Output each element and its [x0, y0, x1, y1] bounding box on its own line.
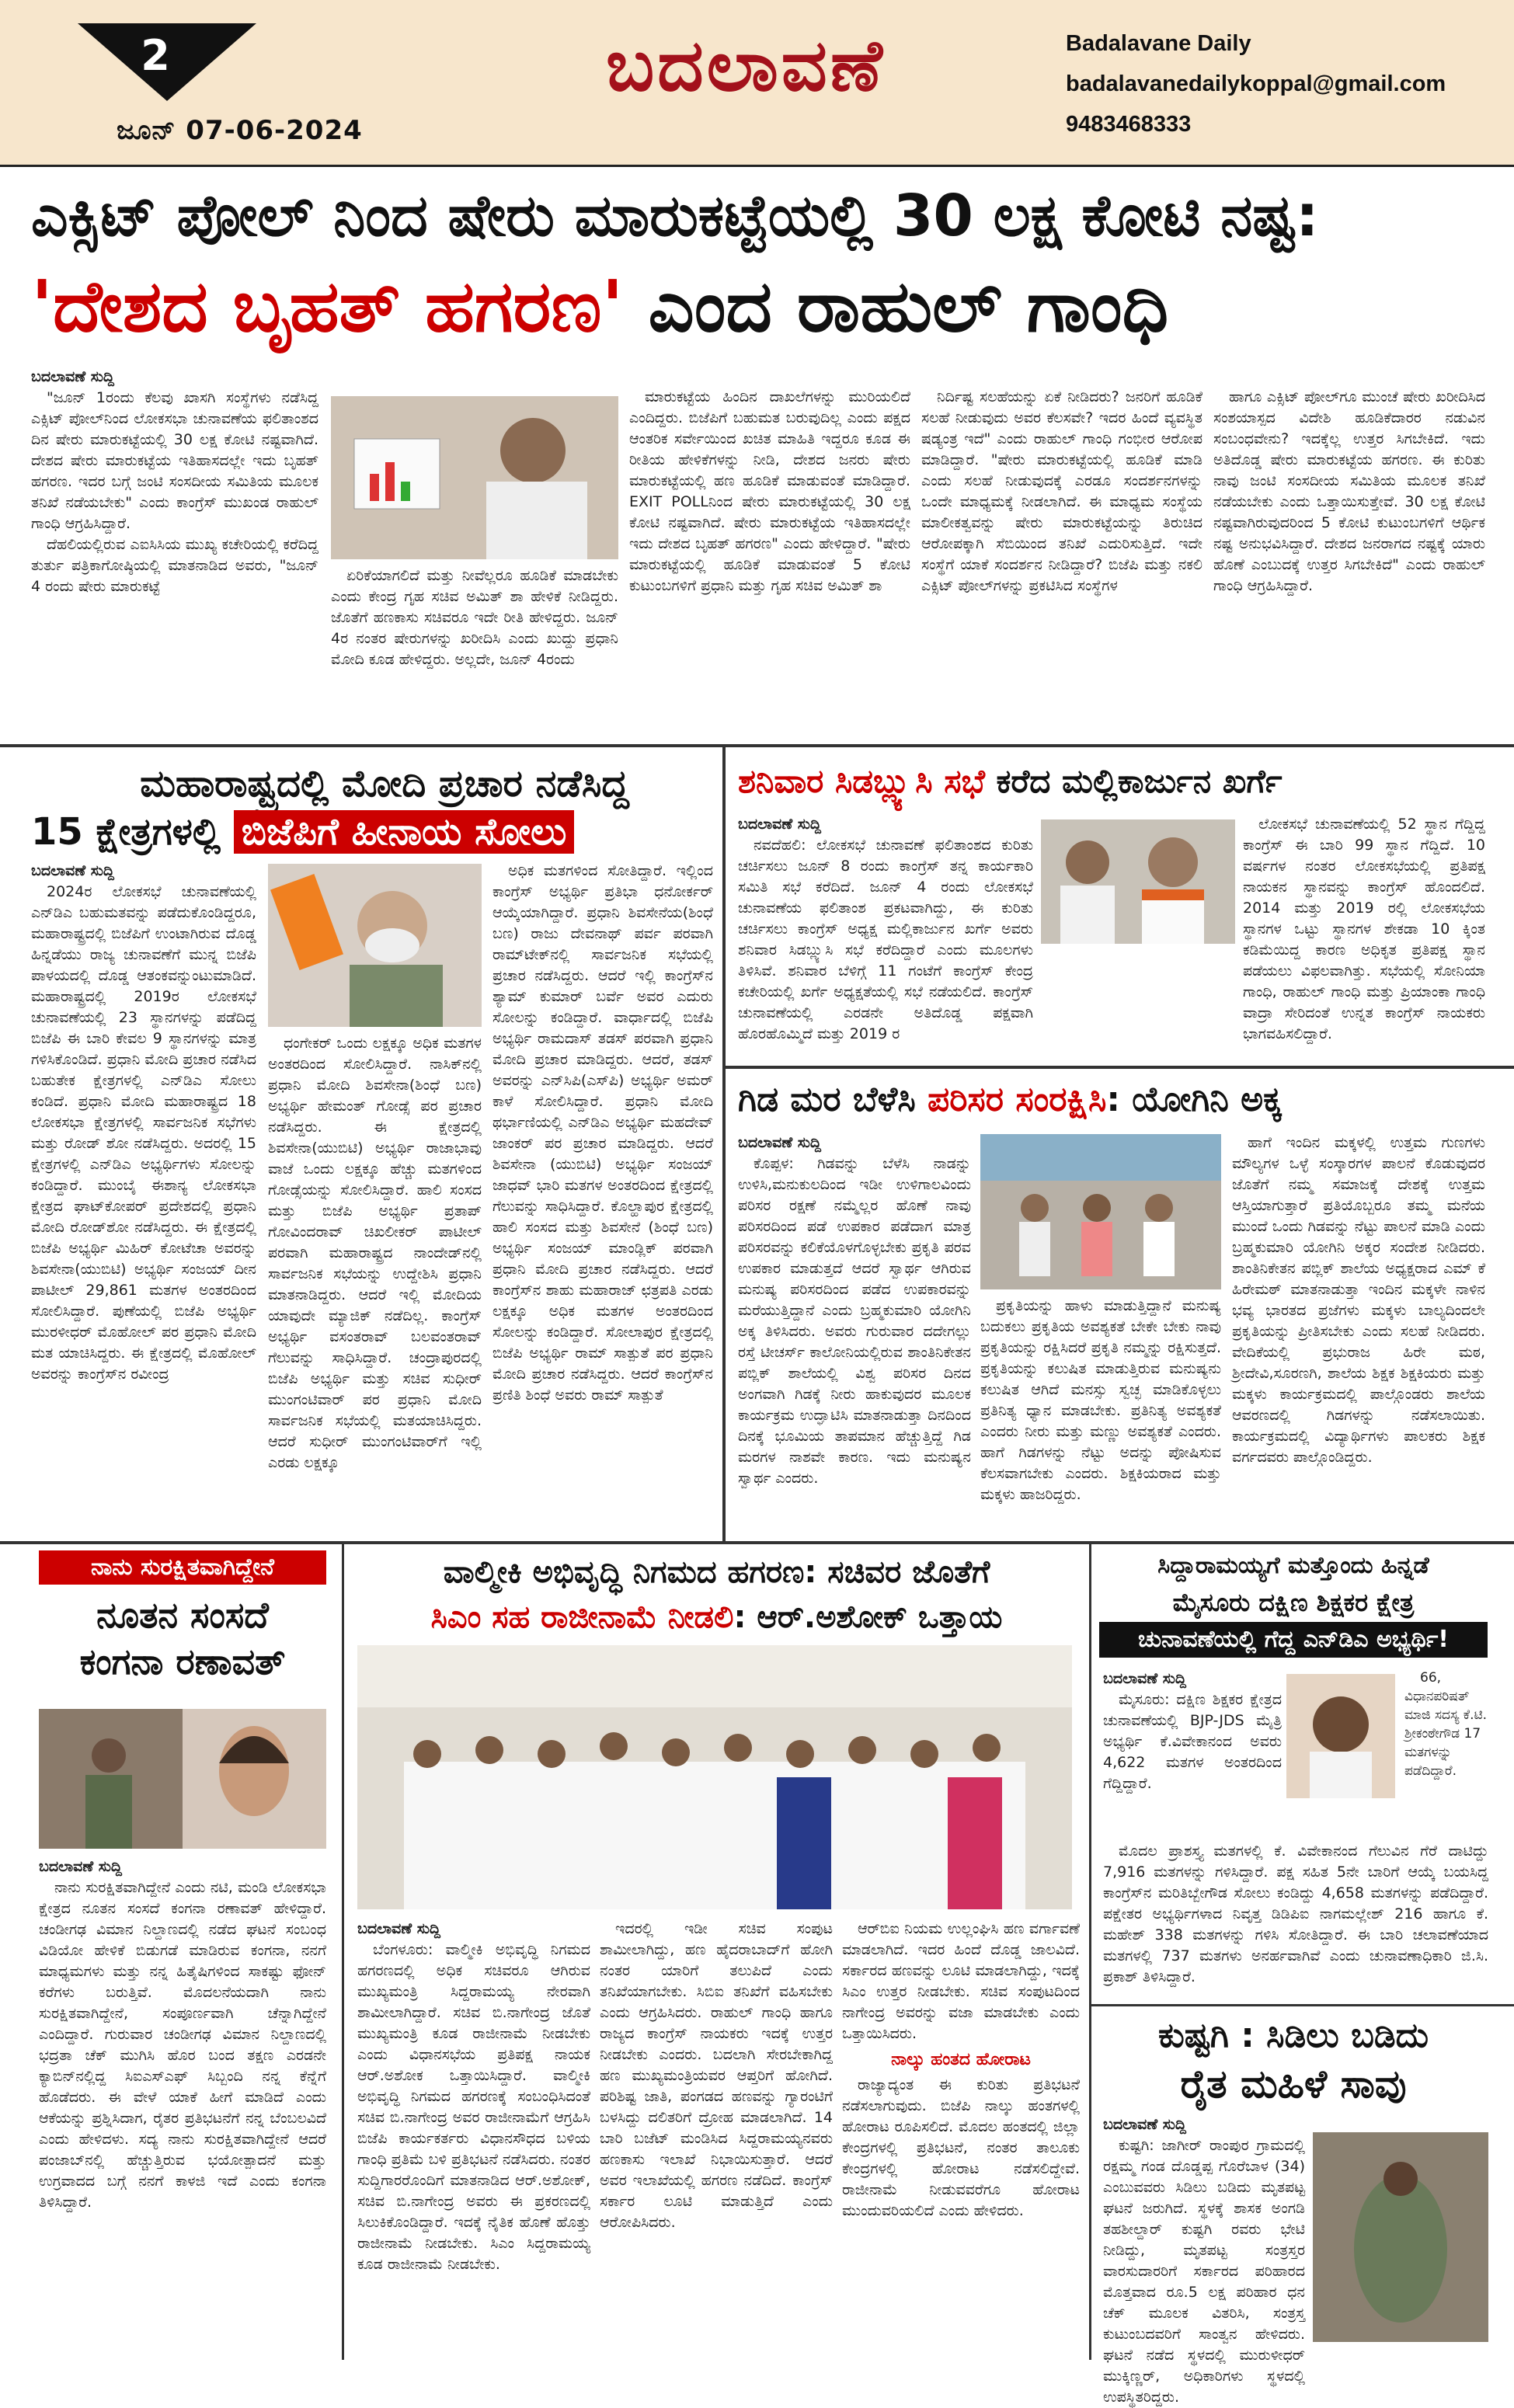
- valmiki-col-2-text: ಇದರಲ್ಲಿ ಇಡೀ ಸಚಿವ ಸಂಪುಟ ಶಾಮೀಲಾಗಿದ್ದು, ಹಣ ಹೈದರಾಬಾದ್‌ಗೆ ಹೋಗಿ ನಂತರ ಯಾರಿಗೆ ತಲುಪಿದೆ ಎಂದು ತನಿಖೆಯಾಗಬೇಕು. ಸಿಬಿಐ ತನಿಖೆಗೆ ವಹಿಸಬೇಕು ಎಂದು ಆಗ್ರಹಿಸಿದರು. ರಾಹುಲ್ ಗಾಂಧಿ ಹಾಗೂ ರಾಜ್ಯದ ಕಾಂಗ್ರೆಸ್ ನಾಯಕರು ಇದಕ್ಕೆ ಉತ್ತರ ನೀಡಬೇಕು ಎಂದರು. ಬದಲಾಗಿ ಸೇರಬೇಕಾಗಿದ್ದ ಹಣ ಮುಖ್ಯಮಂತ್ರಿಯವರ ಆಪ್ತರಿಗೆ ಹೋಗಿದೆ. ಪರಿಶಿಷ್ಟ ಜಾತಿ, ಪಂಗಡದ ಹಣವನ್ನು ಗ್ಯಾರಂಟಿಗೆ ಬಳಸಿದ್ದು ದಲಿತರಿಗೆ ದ್ರೋಹ ಮಾಡಲಾಗಿದೆ. 14 ಬಾರಿ ಬಜೆಟ್ ಮಂಡಿಸಿದ ಸಿದ್ದರಾಮಯ್ಯನವರು ಹಣಕಾಸು ಇಲಾಖೆ ನಿಭಾಯಿಸುತ್ತಾರೆ. ಆದರೆ ಅವರ ಇಲಾಖೆಯಲ್ಲಿ ಹಗರಣ ನಡೆದಿದೆ. ಕಾಂಗ್ರೆಸ್ ಸರ್ಕಾರ ಲೂಟಿ ಮಾಡುತ್ತಿದೆ ಎಂದು ಆರೋಪಿಸಿದರು.: [600, 1920, 833, 2231]
- lead-byline: ಬದಲಾವಣೆ ಸುದ್ದಿ: [31, 368, 114, 385]
- yogini-col-1-text: ಕೊಪ್ಪಳ: ಗಿಡವನ್ನು ಬೆಳೆಸಿ ನಾಡನ್ನು ಉಳಿಸಿ,ಮನುಕುಲದಿಂದ ಇಡೀ ಉಳಿಗಾಲವಿಂದು ಪರಿಸರ ರಕ್ಷಣೆ ನಮ್ಮೆಲ್ಲರ ಹೊಣೆ ನಾವು ಪರಿಸರದಿಂದ ಪಡೆ ಉಪಕಾರ ಪಡೆದಾಗ ಮಾತ್ರ ಪರಿಸರವನ್ನು ಕಲಿಕೆಯೊಳಗೊಳ್ಳಬೇಕು ಪ್ರಕೃತಿ ಪರವ ಉಪಕಾರ ಮಾಡುತ್ತದೆ ಆದರೆ ಸ್ವಾರ್ಥ ಆಗಿರುವ ಮನುಷ್ಯ ಪರಿಸರದಿಂದ ಪಡೆದ ಉಪಕಾರವನ್ನು ಮರೆಯುತ್ತಿದ್ದಾನೆ ಎಂದು ಬ್ರಹ್ಮಕುಮಾರಿ ಯೋಗಿನಿ ಅಕ್ಕ ತಿಳಿಸಿದರು. ಅವರು ಗುರುವಾರ ದದೇಗಲ್ಲು ರಸ್ತೆ ಟೀಚರ್ಸ್ ಕಾಲೋನಿಯಲ್ಲಿರುವ ಶಾಂತಿನಿಕೇತನ ಪಬ್ಲಿಕ್ ಶಾಲೆಯಲ್ಲಿ ವಿಶ್ವ ಪರಿಸರ ದಿನದ ಅಂಗವಾಗಿ ಗಿಡಕ್ಕೆ ನೀರು ಹಾಕುವುದರ ಮೂಲಕ ಕಾರ್ಯಕ್ರಮ ಉದ್ಘಾಟಿಸಿ ಮಾತನಾಡುತ್ತಾ ದಿನದಿಂದ ದಿನಕ್ಕೆ ಭೂಮಿಯ ತಾಪಮಾನ ಹೆಚ್ಚುತ್ತಿದ್ದೆ ಗಿಡ ಮರಗಳ ನಾಶವೇ ಕಾರಣ. ಇದು ಮನುಷ್ಯನ ಸ್ವಾರ್ಥ ಎಂದರು.: [738, 1155, 971, 1487]
- yogini-headline: [738, 1076, 1484, 1124]
- valmiki-col-1-text: ಬೆಂಗಳೂರು: ವಾಲ್ಮೀಕಿ ಅಭಿವೃದ್ಧಿ ನಿಗಮದ ಹಗರಣದಲ್ಲಿ ಅಧಿಕ ಸಚಿವರೂ ಆಗಿರುವ ಮುಖ್ಯಮಂತ್ರಿ ಸಿದ್ದರಾಮಯ್ಯ ನೇರವಾಗಿ ಶಾಮೀಲಾಗಿದ್ದಾರೆ. ಸಚಿವ ಬಿ.ನಾಗೇಂದ್ರ ಜೊತೆ ಮುಖ್ಯಮಂತ್ರಿ ಕೂಡ ರಾಜೀನಾಮೆ ನೀಡಬೇಕು ಎಂದು ವಿಧಾನಸಭೆಯ ಪ್ರತಿಪಕ್ಷ ನಾಯಕ ಆರ್.ಅಶೋಕ ಒತ್ತಾಯಿಸಿದ್ದಾರೆ. ವಾಲ್ಮೀಕಿ ಅಭಿವೃದ್ಧಿ ನಿಗಮದ ಹಗರಣಕ್ಕೆ ಸಂಬಂಧಿಸಿದಂತೆ ಸಚಿವ ಬಿ.ನಾಗೇಂದ್ರ ಅವರ ರಾಜೀನಾಮೆಗೆ ಆಗ್ರಹಿಸಿ ಬಿಜೆಪಿ ಕಾರ್ಯಕರ್ತರು ವಿಧಾನಸೌಧದ ಬಳಿಯ ಗಾಂಧಿ ಪ್ರತಿಮೆ ಬಳಿ ಪ್ರತಿಭಟನೆ ನಡೆಸಿದರು. ನಂತರ ಸುದ್ದಿಗಾರರೊಂದಿಗೆ ಮಾತನಾಡಿದ ಆರ್.ಅಶೋಕ್, ಸಚಿವ ಬಿ.ನಾಗೇಂದ್ರ ಅವರು ಈ ಪ್ರಕರಣದಲ್ಲಿ ಸಿಲುಕಿಕೊಂಡಿದ್ದಾರೆ. ಇದಕ್ಕೆ ನೈತಿಕ ಹೊಣೆ ಹೊತ್ತು ರಾಜೀನಾಮೆ ನೀಡಬೇಕು. ಸಿಎಂ ಸಿದ್ದರಾಮಯ್ಯ ಕೂಡ ರಾಜೀನಾಮೆ ನೀಡಬೇಕು.: [357, 1941, 590, 2273]
- kangana-body: [39, 1856, 326, 2354]
- kharge-col-2-text: ಲೋಕಸಭೆ ಚುನಾವಣೆಯಲ್ಲಿ 52 ಸ್ಥಾನ ಗೆದ್ದಿದ್ದ ಕಾಂಗ್ರೆಸ್ ಈ ಬಾರಿ 99 ಸ್ಥಾನ ಗೆದ್ದಿದೆ. 10 ವರ್ಷಗಳ ನಂತರ ಲೋಕಸಭೆಯಲ್ಲಿ ಪ್ರತಿಪಕ್ಷ ನಾಯಕನ ಸ್ಥಾನವನ್ನು ಕಾಂಗ್ರೆಸ್ ಹೊಂದಲಿದೆ. 2014 ಮತ್ತು 2019 ರಲ್ಲಿ ಲೋಕಸಭೆಯ ಸ್ಥಾನಗಳ ಒಟ್ಟು ಸ್ಥಾನಗಳ ಶೇಕಡಾ 10 ಕ್ಕಿಂತ ಕಡಿಮೆಯಿದ್ದ ಕಾರಣ ಅಧಿಕೃತ ಪ್ರತಿಪಕ್ಷ ಸ್ಥಾನ ಪಡೆಯಲು ವಿಫಲವಾಗಿತ್ತು. ಸಭೆಯಲ್ಲಿ ಸೋನಿಯಾ ಗಾಂಧಿ, ರಾಹುಲ್ ಗಾಂಧಿ ಮತ್ತು ಪ್ರಿಯಾಂಕಾ ಗಾಂಧಿ ವಾದ್ರಾ ಸೇರಿದಂತೆ ಉನ್ನತ ಕಾಂಗ್ರೆಸ್ ನಾಯಕರು ಭಾಗವಹಿಸಲಿದ್ದಾರೆ.: [1243, 816, 1485, 1042]
- valmiki-col-3-text: ಆರ್‌ಬಿಐ ನಿಯಮ ಉಲ್ಲಂಘಿಸಿ ಹಣ ವರ್ಗಾವಣೆ ಮಾಡಲಾಗಿದೆ. ಇದರ ಹಿಂದೆ ದೊಡ್ಡ ಜಾಲವಿದೆ. ಸರ್ಕಾರದ ಹಣವನ್ನು ಲೂಟಿ ಮಾಡಲಾಗಿದ್ದು, ಇದಕ್ಕೆ ಸಿಎಂ ಉತ್ತರ ನೀಡಬೇಕು. ಸಚಿವ ಸಂಪುಟದಿಂದ ನಾಗೇಂದ್ರ ಅವರನ್ನು ವಜಾ ಮಾಡಬೇಕು ಎಂದು ಒತ್ತಾಯಿಸಿದರು.: [842, 1920, 1080, 2042]
- yogini-headline-a: ಗಿಡ ಮರ ಬೆಳೆಸಿ: [738, 1080, 928, 1119]
- mysore-byline: ಬದಲಾವಣೆ ಸುದ್ದಿ: [1103, 1670, 1186, 1687]
- yogini-byline: ಬದಲಾವಣೆ ಸುದ್ದಿ: [738, 1134, 821, 1151]
- modi-headline-2: [31, 808, 715, 856]
- photo-illustration: [39, 1709, 326, 1849]
- lead-headline-rest: ಎಂದ ರಾಹುಲ್ ಗಾಂಧಿ: [623, 265, 1169, 348]
- modi-headline-2a: 15 ಕ್ಷೇತ್ರಗಳಲ್ಲಿ: [31, 810, 234, 854]
- modi-col-2: [268, 1033, 482, 1536]
- valmiki-headline-2: [353, 1595, 1080, 1639]
- kharge-byline: ಬದಲಾವಣೆ ಸುದ್ದಿ: [738, 816, 821, 833]
- yogini-headline-c: : ಯೋಗಿನಿ ಅಕ್ಕ: [1106, 1080, 1283, 1119]
- mysore-col-2-text: ಮೊದಲ ಪ್ರಾಶಸ್ತ್ಯ ಮತಗಳಲ್ಲಿ ಕೆ. ವಿವೇಕಾನಂದ ಗೆಲುವಿನ ಗೆರೆ ದಾಟಿದ್ದು 7,916 ಮತಗಳನ್ನು ಗಳಿಸಿದ್ದಾರೆ. ಪಕ್ಷ ಸಹಿತ 5ನೇ ಬಾರಿಗೆ ಆಯ್ಕೆ ಬಯಸಿದ್ದ ಕಾಂಗ್ರೆಸ್‌ನ ಮರಿತಿಬ್ಬೇಗೌಡ ಸೋಲು ಕಂಡಿದ್ದು 4,658 ಮತಗಳನ್ನು ಪಡೆದಿದ್ದಾರೆ. ಪಕ್ಷೇತರ ಅಭ್ಯರ್ಥಿಗಳಾದ ನಿವೃತ್ತ ಡಿಡಿಪಿಐ ನಾಗಮಲ್ಲೇಶ್ 216 ಹಾಗೂ ಕೆ. ಮಹೇಶ್ 338 ಮತಗಳನ್ನು ಗಳಿಸಿ ಸೋತಿದ್ದಾರೆ. ಈ ಬಾರಿ ಚಲಾವಣೆಯಾದ ಮತಗಳಲ್ಲಿ 737 ಮತಗಳು ಅನರ್ಹವಾಗಿವೆ ಎಂದು ಚುನಾವಣಾಧಿಕಾರಿ ಜಿ.ಸಿ. ಪ್ರಕಾಶ್ ತಿಳಿಸಿದ್ದಾರೆ.: [1103, 1843, 1488, 1985]
- lead-col-1-text: "ಜೂನ್ 1ರಂದು ಕೆಲವು ಖಾಸಗಿ ಸಂಸ್ಥೆಗಳು ನಡೆಸಿದ್ದ ಎಕ್ಸಿಟ್ ಪೋಲ್‌ನಿಂದ ಲೋಕಸಭಾ ಚುನಾವಣೆಯ ಫಲಿತಾಂಶದ ದಿನ ಷೇರು ಮಾರುಕಟ್ಟೆಯಲ್ಲಿ 30 ಲಕ್ಷ ಕೋಟಿ ನಷ್ಟವಾಗಿದೆ. ದೇಶದ ಷೇರು ಮಾರುಕಟ್ಟೆಯ ಇತಿಹಾಸದಲ್ಲೇ ಇದು ಬೃಹತ್ ಹಗರಣ. ಇದರ ಬಗ್ಗೆ ಜಂಟಿ ಸಂಸದೀಯ ಸಮಿತಿಯ ಮೂಲಕ ತನಿಖೆ ನಡೆಯಬೇಕು" ಎಂದು ಕಾಂಗ್ರೆಸ್ ಮುಖಂಡ ರಾಹುಲ್ ಗಾಂಧಿ ಆಗ್ರಹಿಸಿದ್ದಾರೆ.: [31, 389, 318, 532]
- kushtagi-photo: [1313, 2132, 1488, 2342]
- page-number: 2: [141, 31, 170, 80]
- mysore-col-1: [1103, 1669, 1282, 1839]
- modi-byline: ಬದಲಾವಣೆ ಸುದ್ದಿ: [31, 862, 114, 879]
- modi-col-1-text: 2024ರ ಲೋಕಸಭೆ ಚುನಾವಣೆಯಲ್ಲಿ ಎನ್‌ಡಿಎ ಬಹುಮತವನ್ನು ಪಡೆದುಕೊಂಡಿದ್ದರೂ, ಮಹಾರಾಷ್ಟ್ರದಲ್ಲಿ ಬಿಜೆಪಿಗೆ ಉಂಟಾಗಿರುವ ದೊಡ್ಡ ಹಿನ್ನಡೆಯು ರಾಜ್ಯ ಚುನಾವಣೆಗೆ ಮುನ್ನ ಬಿಜೆಪಿ ಪಾಳಯದಲ್ಲಿ ದೊಡ್ಡ ಆತಂಕವನ್ನುಂಟುಮಾಡಿದೆ. ಮಹಾರಾಷ್ಟ್ರದಲ್ಲಿ 2019ರ ಲೋಕಸಭೆ ಚುನಾವಣೆಯಲ್ಲಿ 23 ಸ್ಥಾನಗಳನ್ನು ಪಡೆದಿದ್ದ ಬಿಜೆಪಿ ಈ ಬಾರಿ ಕೇವಲ 9 ಸ್ಥಾನಗಳನ್ನು ಮಾತ್ರ ಗಳಿಸಿಕೊಂಡಿದೆ. ಪ್ರಧಾನಿ ಮೋದಿ ಪ್ರಚಾರ ನಡೆಸಿದ ಬಹುತೇಕ ಕ್ಷೇತ್ರಗಳಲ್ಲಿ ಎನ್‌ಡಿಎ ಸೋಲು ಕಂಡಿದೆ. ಪ್ರಧಾನಿ ಮೋದಿ ಮಹಾರಾಷ್ಟ್ರದ 18 ಲೋಕಸಭಾ ಕ್ಷೇತ್ರಗಳಲ್ಲಿ ಸಾರ್ವಜನಿಕ ಸಭೆಗಳು ಮತ್ತು ರೋಡ್ ಶೋ ನಡೆಸಿದ್ದರು. ಅದರಲ್ಲಿ 15 ಕ್ಷೇತ್ರಗಳಲ್ಲಿ ಎನ್‌ಡಿಎ ಅಭ್ಯರ್ಥಿಗಳು ಸೋಲನ್ನು ಕಂಡಿದ್ದಾರೆ. ಮುಂಬೈ ಈಶಾನ್ಯ ಲೋಕಸಭಾ ಕ್ಷೇತ್ರದ ಘಾಟ್‌ಕೋಪರ್ ಪ್ರದೇಶದಲ್ಲಿ ಪ್ರಧಾನಿ ಮೋದಿ ರೋಡ್‌ಶೋ ನಡೆಸಿದ್ದರು. ಈ ಕ್ಷೇತ್ರದಲ್ಲಿ ಬಿಜೆಪಿ ಅಭ್ಯರ್ಥಿ ಮಿಹಿರ್ ಕೋಟೆಚಾ ಅವರನ್ನು ಶಿವಸೇನಾ(ಯುಬಿಟಿ) ಅಭ್ಯರ್ಥಿ ಸಂಜಯ್ ದೀನ ಪಾಟೀಲ್ 29,861 ಮತಗಳ ಅಂತರದಿಂದ ಸೋಲಿಸಿದ್ದಾರೆ. ಪುಣೆಯಲ್ಲಿ ಬಿಜೆಪಿ ಅಭ್ಯರ್ಥಿ ಮುರಳೀಧರ್ ಮೊಹೋಲ್ ಪರ ಪ್ರಧಾನಿ ಮೋದಿ ಮತ ಯಾಚಿಸಿದ್ದರು. ಈ ಕ್ಷೇತ್ರದಲ್ಲಿ ಮೊಹೋಲ್ ಅವರನ್ನು ಕಾಂಗ್ರೆಸ್‌ನ ರವೀಂದ್ರ: [31, 883, 256, 1383]
- valmiki-photo: [357, 1645, 1072, 1909]
- valmiki-col-3: [842, 1919, 1080, 2354]
- email: badalavanedailykoppal@gmail.com: [1066, 71, 1446, 96]
- lead-headline-quote: 'ದೇಶದ ಬೃಹತ್ ಹಗರಣ': [31, 265, 624, 348]
- kharge-headline-b: ಕರೆದ ಮಲ್ಲಿಕಾರ್ಜುನ ಖರ್ಗೆ: [984, 762, 1283, 800]
- kharge-photo: [1041, 819, 1235, 944]
- valmiki-col-2: [600, 1919, 833, 2354]
- kushtagi-headline-1: ಕುಷ್ಟಗಿ : ಸಿಡಿಲು ಬಡಿದು: [1157, 2016, 1429, 2055]
- kushtagi-col-1-text: ಕುಷ್ಟಗಿ: ಜಾಗೀರ್ ರಾಂಪುರ ಗ್ರಾಮದಲ್ಲಿ ರಕ್ಷಮ್ಮ ಗಂಡ ದೊಡ್ಡಪ್ಪ ಗೊರೆಬಾಳ (34) ಎಂಬುವವರು ಸಿಡಿಲು ಬಡಿದು ಮೃತಪಟ್ಟ ಘಟನೆ ಜರುಗಿದೆ. ಸ್ಥಳಕ್ಕೆ ಶಾಸಕ ಅಂಗಡಿ ತಹಶೀಲ್ದಾರ್ ಕುಷ್ಟಗಿ ರವರು ಭೇಟಿ ನೀಡಿದ್ದು, ಮೃತಪಟ್ಟ ಸಂತ್ರಸ್ತರ ವಾರಸುದಾರರಿಗೆ ಸರ್ಕಾರದ ಪರಿಹಾರದ ಮೊತ್ತವಾದ ರೂ.5 ಲಕ್ಷ ಪರಿಹಾರ ಧನ ಚೆಕ್ ಮೂಲಕ ವಿತರಿಸಿ, ಸಂತ್ರಸ್ತ ಕುಟುಂಬದವರಿಗೆ ಸಾಂತ್ವನ ಹೇಳಿದರು. ಘಟನೆ ನಡೆದ ಸ್ಥಳದಲ್ಲಿ ಮುರುಳೀಧರ್ ಮುಕ್ಕಿಣ್ಣರ್, ಅಧಿಕಾರಿಗಳು ಸ್ಥಳದಲ್ಲಿ ಉಪಸ್ಥಿತರಿದ್ದರು.: [1103, 2137, 1305, 2406]
- yogini-headline-b: ಪರಿಸರ ಸಂರಕ್ಷಿಸಿ: [928, 1080, 1107, 1119]
- modi-headline-2b: ಬಿಜೆಪಿಗೆ ಹೀನಾಯ ಸೋಲು: [234, 810, 575, 854]
- yogini-photo: [980, 1134, 1221, 1289]
- lead-col-1b-text: ದೆಹಲಿಯಲ್ಲಿರುವ ಎಐಸಿಸಿಯ ಮುಖ್ಯ ಕಚೇರಿಯಲ್ಲಿ ಕರೆದಿದ್ದ ತುರ್ತು ಪತ್ರಿಕಾಗೋಷ್ಠಿಯಲ್ಲಿ ಮಾತನಾಡಿದ ಅವರು, "ಜೂನ್ 4 ರಂದು ಷೇರು ಮಾರುಕಟ್ಟೆ: [31, 536, 318, 595]
- kangana-photo: [39, 1709, 326, 1849]
- kharge-headline-a: ಶನಿವಾರ ಸಿಡಬ್ಲ್ಯುಸಿ ಸಭೆ: [738, 762, 985, 800]
- valmiki-headline-2a: ಸಿಎಂ ಸಹ ರಾಜೀನಾಮೆ ನೀಡಲಿ: [430, 1599, 734, 1635]
- masthead-title: ಬದಲಾವಣೆ: [606, 23, 886, 107]
- photo-illustration: [1041, 819, 1235, 944]
- lead-col-4: [921, 387, 1202, 725]
- modi-photo: [268, 864, 482, 1027]
- lead-col-5-text: ಹಾಗೂ ಎಕ್ಸಿಟ್ ಪೋಲ್‌ಗೂ ಮುಂಚೆ ಷೇರು ಖರೀದಿಸಿದ ಸಂಶಯಾಸ್ಪದ ವಿದೇಶಿ ಹೂಡಿಕೆದಾರರ ನಡುವಿನ ಸಂಬಂಧವೇನು? ಇದಕ್ಕೆಲ್ಲ ಉತ್ತರ ಸಿಗಬೇಕಿದೆ. ಇದು ಅತಿದೊಡ್ಡ ಷೇರು ಮಾರುಕಟ್ಟೆಯ ಹಗರಣ. ಈ ಕುರಿತು ನಾವು ಜಂಟಿ ಸಂಸದೀಯ ಸಮಿತಿಯ ಮೂಲಕ ತನಿಖೆ ನಡೆಯಬೇಕು ಎಂದು ಒತ್ತಾಯಿಸುತ್ತೇವೆ. 30 ಲಕ್ಷ ಕೋಟಿ ನಷ್ಟವಾಗಿರುವುದರಿಂದ 5 ಕೋಟಿ ಕುಟುಂಬಗಳಿಗೆ ಆರ್ಥಿಕ ನಷ್ಟ ಅನುಭವಿಸಿದ್ದಾರೆ. ದೇಶದ ಜನರಾಗದ ನಷ್ಟಕ್ಕೆ ಯಾರು ಹೊಣೆ ಎಂಬುದಕ್ಕೆ ಉತ್ತರ ಸಿಗಬೇಕಿದೆ" ಎಂದು ರಾಹುಲ್ ಗಾಂಧಿ ಆಗ್ರಹಿಸಿದ್ದಾರೆ.: [1213, 388, 1485, 594]
- lead-headline-2: [31, 264, 1484, 350]
- lead-headline-1: ಎಕ್ಸಿಟ್ ಪೋಲ್ ನಿಂದ ಷೇರು ಮಾರುಕಟ್ಟೆಯಲ್ಲಿ 30 ಲಕ್ಷ ಕೋಟಿ ನಷ್ಟ:: [31, 183, 1319, 249]
- kharge-headline: [738, 757, 1484, 806]
- yogini-col-2-text: ಪ್ರಕೃತಿಯನ್ನು ಹಾಳು ಮಾಡುತ್ತಿದ್ದಾನೆ ಮನುಷ್ಯ ಬದುಕಲು ಪ್ರಕೃತಿಯ ಅವಶ್ಯಕತೆ ಬೇಕೇ ಬೇಕು ನಾವು ಪ್ರಕೃತಿಯನ್ನು ರಕ್ಷಿಸಿದರೆ ಪ್ರಕೃತಿ ನಮ್ಮನ್ನು ರಕ್ಷಿಸುತ್ತದೆ. ಪ್ರಕೃತಿಯನ್ನು ಕಲುಷಿತ ಮಾಡುತ್ತಿರುವ ಮನುಷ್ಯನು ಕಲುಷಿತ ಆಗಿದೆ ಮನಸ್ಸು ಸ್ವಚ್ಛ ಮಾಡಿಕೊಳ್ಳಲು ಪ್ರತಿನಿತ್ಯ ಧ್ಯಾನ ಮಾಡಬೇಕು. ಪ್ರತಿನಿತ್ಯ ಅವಶ್ಯಕತೆ ಎಂದರು ನೀರು ಮತ್ತು ಮಣ್ಣು ಅವಶ್ಯಕತೆ ಎಂದರು. ಹಾಗೆ ಗಿಡಗಳನ್ನು ನೆಟ್ಟು ಅದನ್ನು ಪೋಷಿಸುವ ಕೆಲಸವಾಗಬೇಕು ಎಂದರು. ಶಿಕ್ಷಕಿಯರಾದ ಮತ್ತು ಮಕ್ಕಳು ಹಾಜರಿದ್ದರು.: [980, 1297, 1221, 1503]
- lead-col-3: [629, 387, 910, 725]
- rahul-gandhi-photo: [331, 396, 618, 559]
- lead-col-4-text: ನಿರ್ದಿಷ್ಟ ಸಲಹೆಯನ್ನು ಏಕೆ ನೀಡಿದರು? ಜನರಿಗೆ ಹೂಡಿಕೆ ಸಲಹೆ ನೀಡುವುದು ಅವರ ಕೆಲಸವೇ? ಇದರ ಹಿಂದೆ ವ್ಯವಸ್ಥಿತ ಷಡ್ಯಂತ್ರ ಇದೆ" ಎಂದು ರಾಹುಲ್ ಗಾಂಧಿ ಗಂಭೀರ ಆರೋಪ ಮಾಡಿದ್ದಾರೆ. "ಷೇರು ಮಾರುಕಟ್ಟೆಯಲ್ಲಿ ಹೂಡಿಕೆ ಮಾಡಿ ಎಂದು ಸಲಹೆ ನೀಡುವುದಕ್ಕೆ ಎರಡೂ ಸಂದರ್ಶನಗಳನ್ನು ಒಂದೇ ಮಾಧ್ಯಮಕ್ಕೆ ನೀಡಲಾಗಿದೆ. ಈ ಮಾಧ್ಯಮ ಸಂಸ್ಥೆಯ ಮಾಲೀಕತ್ವವನ್ನು ಷೇರು ಮಾರುಕಟ್ಟೆಯನ್ನು ತಿರುಚಿದ ಆರೋಪಕ್ಕಾಗಿ ಸೆಬಿಯಿಂದ ತನಿಖೆ ಎದುರಿಸುತ್ತಿದೆ. ಇದೇ ಸಂಸ್ಥೆಗೆ ಯಾಕೆ ಸಂದರ್ಶನ ನೀಡಿದ್ದಾರೆ? ಬಿಜೆಪಿ ಮತ್ತು ನಕಲಿ ಎಕ್ಸಿಟ್ ಪೋಲ್‌ಗಳನ್ನು ಪ್ರಕಟಿಸಿದ ಸಂಸ್ಥೆಗಳ: [921, 388, 1202, 594]
- kushtagi-col-1: [1103, 2114, 1305, 2406]
- valmiki-headline-1: ವಾಲ್ಮೀಕಿ ಅಭಿವೃದ್ಧಿ ನಿಗಮದ ಹಗರಣ: ಸಚಿವರ ಜೊತೆಗೆ: [443, 1554, 990, 1590]
- section-divider-2: [726, 1066, 1514, 1069]
- photo-illustration: [268, 864, 482, 1027]
- modi-headline-1: ಮಹಾರಾಷ್ಟ್ರದಲ್ಲಿ ಮೋದಿ ಪ್ರಚಾರ ನಡೆಸಿದ್ದ: [140, 762, 629, 806]
- yogini-col-3: [1232, 1133, 1485, 1536]
- section-divider: [0, 744, 1514, 747]
- page-number-badge: [78, 23, 256, 101]
- valmiki-byline: ಬದಲಾವಣೆ ಸುದ್ದಿ: [357, 1920, 440, 1937]
- mysore-headline-3: ಚುನಾವಣೆಯಲ್ಲಿ ಗೆದ್ದ ಎನ್‌ಡಿಎ ಅಭ್ಯರ್ಥಿ!: [1099, 1622, 1488, 1658]
- lead-col-2-text: ಏರಿಕೆಯಾಗಲಿದೆ ಮತ್ತು ನೀವೆಲ್ಲರೂ ಹೂಡಿಕೆ ಮಾಡಬೇಕು ಎಂದು ಕೇಂದ್ರ ಗೃಹ ಸಚಿವ ಅಮಿತ್ ಶಾ ಹೇಳಿಕೆ ನೀಡಿದ್ದರು. ಜೊತೆಗೆ ಹಣಕಾಸು ಸಚಿವರೂ ಇದೇ ರೀತಿ ಹೇಳಿದ್ದರು. ಜೂನ್ 4ರ ನಂತರ ಷೇರುಗಳನ್ನು ಖರೀದಿಸಿ ಎಂದು ಖುದ್ದು ಪ್ರಧಾನಿ ಮೋದಿ ಕೂಡ ಹೇಳಿದ್ದರು. ಅಲ್ಲದೇ, ಜೂನ್ 4ರಂದು: [331, 567, 618, 668]
- yogini-col-3-text: ಹಾಗೆ ಇಂದಿನ ಮಕ್ಕಳಲ್ಲಿ ಉತ್ತಮ ಗುಣಗಳು ಮೌಲ್ಯಗಳ ಒಳ್ಳೆ ಸಂಸ್ಕಾರಗಳ ಪಾಲನೆ ಕೊಡುವುದರ ಜೊತೆಗೆ ನಮ್ಮ ಸಮಾಜಕ್ಕೆ ದೇಶಕ್ಕೆ ಉತ್ತಮ ಆಸ್ತಿಯಾಗುತ್ತಾರೆ ಪ್ರತಿಯೊಬ್ಬರೂ ತಮ್ಮ ಮನೆಯ ಮುಂದೆ ಒಂದು ಗಿಡವನ್ನು ನೆಟ್ಟು ಪಾಲನೆ ಮಾಡಿ ಎಂದು ಬ್ರಹ್ಮಕುಮಾರಿ ಯೋಗಿನಿ ಅಕ್ಕರ ಸಂದೇಶ ನೀಡಿದರು. ಶಾಂತಿನಿಕೇತನ ಪಬ್ಲಿಕ್ ಶಾಲೆಯ ಅಧ್ಯಕ್ಷರಾದ ಎಮ್ ಕೆ ಹಿರೇಮಠ್ ಮಾತನಾಡುತ್ತಾ ಇಂದಿನ ಮಕ್ಕಳೇ ನಾಳಿನ ಭವ್ಯ ಭಾರತದ ಪ್ರಜೆಗಳು ಮಕ್ಕಳು ಬಾಲ್ಯದಿಂದಲೇ ಪ್ರಕೃತಿಯನ್ನು ಪ್ರೀತಿಸಬೇಕು ಎಂದು ಸಲಹೆ ನೀಡಿದರು. ವೇದಿಕೆಯಲ್ಲಿ ಪ್ರಭುರಾಜ ಹಿರೇ ಮಠ, ಶ್ರೀದೇವಿ,ಸೂರಣಗಿ, ಶಾಲೆಯ ಶಿಕ್ಷಕ ಶಿಕ್ಷಕಿಯರು ಮತ್ತು ಮಕ್ಕಳು ಕಾರ್ಯಕ್ರಮದಲ್ಲಿ ಪಾಲ್ಗೊಂಡರು ಶಾಲೆಯ ಆವರಣದಲ್ಲಿ ಗಿಡಗಳನ್ನು ನಡೆಸಲಾಯಿತು. ಕಾರ್ಯಕ್ರಮದಲ್ಲಿ ವಿದ್ಯಾರ್ಥಿಗಳು ಪಾಲಕರು ಶಿಕ್ಷಕ ವರ್ಗದವರು ಪಾಲ್ಗೊಂಡಿದ್ದರು.: [1232, 1134, 1485, 1466]
- valmiki-col-1: [357, 1919, 590, 2354]
- kharge-col-2: [1243, 814, 1485, 1042]
- kangana-kicker: ನಾನು ಸುರಕ್ಷಿತವಾಗಿದ್ದೇನೆ: [39, 1550, 326, 1585]
- lead-col-5: [1213, 387, 1485, 725]
- mysore-headline-2: ಮೈಸೂರು ದಕ್ಷಿಣ ಶಿಕ್ಷಕರ ಕ್ಷೇತ್ರ: [1172, 1588, 1415, 1617]
- paper-name: Badalavane Daily: [1066, 31, 1251, 56]
- column-divider-3: [1089, 1544, 1091, 2360]
- kangana-headline-2: ಕಂಗನಾ ರಣಾವತ್: [79, 1641, 286, 1682]
- mysore-side: [1404, 1669, 1488, 1801]
- kharge-col-1-text: ನವದೆಹಲಿ: ಲೋಕಸಭೆ ಚುನಾವಣೆ ಫಲಿತಾಂಶದ ಕುರಿತು ಚರ್ಚಿಸಲು ಜೂನ್ 8 ರಂದು ಕಾಂಗ್ರೆಸ್ ತನ್ನ ಕಾರ್ಯಕಾರಿ ಸಮಿತಿ ಸಭೆ ಕರೆದಿದೆ. ಜೂನ್ 4 ರಂದು ಲೋಕಸಭೆ ಚುನಾವಣೆಯ ಫಲಿತಾಂಶ ಪ್ರಕಟವಾಗಿದ್ದು, ಈ ಕುರಿತು ಚರ್ಚಿಸಲು ಕಾಂಗ್ರೆಸ್ ಅಧ್ಯಕ್ಷ ಮಲ್ಲಿಕಾರ್ಜುನ ಖರ್ಗೆ ಅವರು ಶನಿವಾರ ಸಿಡಬ್ಲ್ಯುಸಿ ಸಭೆ ಕರೆದಿದ್ದಾರೆ ಎಂದು ಮೂಲಗಳು ತಿಳಿಸಿವೆ. ಶನಿವಾರ ಬೆಳಿಗ್ಗೆ 11 ಗಂಟೆಗೆ ಕಾಂಗ್ರೆಸ್ ಕೇಂದ್ರ ಕಚೇರಿಯಲ್ಲಿ ಖರ್ಗೆ ಅಧ್ಯಕ್ಷತೆಯಲ್ಲಿ ಸಭೆ ನಡೆಯಲಿದೆ. ಕಾಂಗ್ರೆಸ್ ಚುನಾವಣೆಯಲ್ಲಿ ಎರಡನೇ ಅತಿದೊಡ್ಡ ಪಕ್ಷವಾಗಿ ಹೊರಹೊಮ್ಮಿದೆ ಮತ್ತು 2019 ರ: [738, 837, 1033, 1042]
- mysore-side-text: 66, ವಿಧಾನಪರಿಷತ್ ಮಾಜಿ ಸದಸ್ಯ ಕೆ.ಟಿ. ಶ್ರೀಕಂಠೇಗೌಡ 17 ಮತಗಳನ್ನು ಪಡೆದಿದ್ದಾರೆ.: [1404, 1670, 1488, 1779]
- photo-illustration: [331, 396, 618, 559]
- modi-col-3-text: ಅಧಿಕ ಮತಗಳಿಂದ ಸೋತಿದ್ದಾರೆ. ಇಲ್ಲಿಂದ ಕಾಂಗ್ರೆಸ್ ಅಭ್ಯರ್ಥಿ ಪ್ರತಿಭಾ ಧನೋರ್ಕರ್ ಆಯ್ಕೆಯಾಗಿದ್ದಾರೆ. ಪ್ರಧಾನಿ ಶಿವಸೇನೆಯ(ಶಿಂಧೆ ಬಣ) ರಾಜು ದೇವನಾಥ್ ಪರ್ವ ಪರವಾಗಿ ರಾಮ್‌ಟೇಕ್‌ನಲ್ಲಿ ಸಾರ್ವಜನಿಕ ಸಭೆಯಲ್ಲಿ ಪ್ರಚಾರ ನಡೆಸಿದ್ದರು. ಆದರೆ ಇಲ್ಲಿ ಕಾಂಗ್ರೆಸ್‌ನ ಶ್ಯಾಮ್ ಕುಮಾರ್ ಬರ್ವೆ ಅವರ ಎದುರು ಸೋಲನ್ನು ಕಂಡಿದ್ದಾರೆ. ವಾರ್ಧಾದಲ್ಲಿ ಬಿಜೆಪಿ ಅಭ್ಯರ್ಥಿ ರಾಮದಾಸ್ ತಡಸ್ ಪರವಾಗಿ ಪ್ರಧಾನಿ ಮೋದಿ ಪ್ರಚಾರ ಮಾಡಿದ್ದರು. ಆದರೆ, ತಡಸ್ ಅವರನ್ನು ಎನ್‌ಸಿಪಿ(ಎಸ್‌ಪಿ) ಅಭ್ಯರ್ಥಿ ಅಮರ್ ಕಾಳೆ ಸೋಲಿಸಿದ್ದಾರೆ. ಪ್ರಧಾನಿ ಮೋದಿ ಥರ್ಭಾಣಿಯಲ್ಲಿ ಎನ್‌ಡಿಎ ಅಭ್ಯರ್ಥಿ ಮಹದೇವ್ ಜಾಂಕರ್ ಪರ ಪ್ರಚಾರ ಮಾಡಿದ್ದರು. ಆದರೆ ಶಿವಸೇನಾ (ಯುಬಿಟಿ) ಅಭ್ಯರ್ಥಿ ಸಂಜಯ್ ಜಾಧವ್ ಭಾರಿ ಮತಗಳ ಅಂತರದಿಂದ ಕ್ಷೇತ್ರದಲ್ಲಿ ಗೆಲುವನ್ನು ಸಾಧಿಸಿದ್ದಾರೆ. ಕೊಲ್ಹಾಪುರ ಕ್ಷೇತ್ರದಲ್ಲಿ ಹಾಲಿ ಸಂಸದ ಮತ್ತು ಶಿವಸೇನೆ (ಶಿಂಧೆ ಬಣ) ಅಭ್ಯರ್ಥಿ ಸಂಜಯ್ ಮಾಂಡ್ಲಿಕ್ ಪರವಾಗಿ ಪ್ರಧಾನಿ ಮೋದಿ ಪ್ರಚಾರ ನಡೆಸಿದ್ದರು. ಆದರೆ ಕಾಂಗ್ರೆಸ್‌ನ ಶಾಹು ಮಹಾರಾಜ್ ಛತ್ರಪತಿ ಎರಡು ಲಕ್ಷಕ್ಕೂ ಅಧಿಕ ಮತಗಳ ಅಂತರದಿಂದ ಸೋಲನ್ನು ಕಂಡಿದ್ದಾರೆ. ಸೋಲಾಪುರ ಕ್ಷೇತ್ರದಲ್ಲಿ ಬಿಜೆಪಿ ಅಭ್ಯರ್ಥಿ ರಾಮ್ ಸಾತ್ಪುತೆ ಪರ ಪ್ರಧಾನಿ ಮೋದಿ ಪ್ರಚಾರ ನಡೆಸಿದ್ದರು. ಆದರೆ ಕಾಂಗ್ರೆಸ್‌ನ ಪ್ರಣಿತಿ ಶಿಂಧೆ ಅವರು ರಾಮ್ ಸಾತ್ಪುತೆ: [492, 862, 713, 1404]
- yogini-col-1: [738, 1133, 971, 1536]
- modi-col-3: [492, 861, 713, 1536]
- phone: 9483468333: [1066, 112, 1192, 137]
- mysore-headline-1: ಸಿದ್ದಾರಾಮಯ್ಯಗೆ ಮತ್ತೊಂದು ಹಿನ್ನಡೆ: [1157, 1552, 1429, 1579]
- mysore-col-2: [1103, 1841, 1488, 1996]
- modi-col-1: [31, 861, 256, 1536]
- valmiki-headline-2b: : ಆರ್.ಅಶೋಕ್ ಒತ್ತಾಯ: [733, 1599, 1003, 1635]
- modi-col-2-text: ಧಂಗೇಕರ್ ಒಂದು ಲಕ್ಷಕ್ಕೂ ಅಧಿಕ ಮತಗಳ ಅಂತರದಿಂದ ಸೋಲಿಸಿದ್ದಾರೆ. ನಾಸಿಕ್‌ನಲ್ಲಿ ಪ್ರಧಾನಿ ಮೋದಿ ಶಿವಸೇನಾ(ಶಿಂಧೆ ಬಣ) ಅಭ್ಯರ್ಥಿ ಹೇಮಂತ್ ಗೋಡ್ಸೆ ಪರ ಪ್ರಚಾರ ನಡೆಸಿದ್ದರು. ಈ ಕ್ಷೇತ್ರದಲ್ಲಿ ಶಿವಸೇನಾ(ಯುಬಿಟಿ) ಅಭ್ಯರ್ಥಿ ರಾಜಾಭಾವು ವಾಜೆ ಒಂದು ಲಕ್ಷಕ್ಕೂ ಹೆಚ್ಚು ಮತಗಳಿಂದ ಗೋಡ್ಸೆಯನ್ನು ಸೋಲಿಸಿದ್ದಾರೆ. ಹಾಲಿ ಸಂಸದ ಮತ್ತು ಬಿಜೆಪಿ ಅಭ್ಯರ್ಥಿ ಪ್ರತಾಪ್ ಗೋವಿಂದರಾವ್ ಚಿಖಲೀಕರ್ ಪಾಟೀಲ್ ಪರವಾಗಿ ಮಹಾರಾಷ್ಟ್ರದ ನಾಂದೇಡ್‌ನಲ್ಲಿ ಸಾರ್ವಜನಿಕ ಸಭೆಯನ್ನು ಉದ್ದೇಶಿಸಿ ಪ್ರಧಾನಿ ಮಾತನಾಡಿದ್ದರು. ಆದರೆ ಇಲ್ಲಿ ಮೋದಿಯ ಯಾವುದೇ ಮ್ಯಾಜಿಕ್ ನಡೆದಿಲ್ಲ. ಕಾಂಗ್ರೆಸ್ ಅಭ್ಯರ್ಥಿ ವಸಂತರಾವ್ ಬಲವಂತರಾವ್ ಗೆಲುವನ್ನು ಸಾಧಿಸಿದ್ದಾರೆ. ಚಂದ್ರಾಪುರದಲ್ಲಿ ಬಿಜೆಪಿ ಅಭ್ಯರ್ಥಿ ಮತ್ತು ಸಚಿವ ಸುಧೀರ್ ಮುಂಗಂಟಿವಾರ್ ಪರ ಪ್ರಧಾನಿ ಮೋದಿ ಸಾರ್ವಜನಿಕ ಸಭೆಯಲ್ಲಿ ಮತಯಾಚಿಸಿದ್ದರು. ಆದರೆ ಸುಧೀರ್ ಮುಂಗಂಟಿವಾರ್‌ಗೆ ಇಲ್ಲಿ ಎರಡು ಲಕ್ಷಕ್ಕೂ: [268, 1035, 482, 1471]
- kangana-byline: ಬದಲಾವಣೆ ಸುದ್ದಿ: [39, 1858, 122, 1875]
- vivekananda-photo: [1286, 1674, 1395, 1798]
- kangana-text: ನಾನು ಸುರಕ್ಷಿತವಾಗಿದ್ದೇನೆ ಎಂದು ನಟಿ, ಮಂಡಿ ಲೋಕಸಭಾ ಕ್ಷೇತ್ರದ ನೂತನ ಸಂಸದೆ ಕಂಗನಾ ರಣಾವತ್ ಹೇಳಿದ್ದಾರೆ. ಚಂಡೀಗಢ ವಿಮಾನ ನಿಲ್ದಾಣದಲ್ಲಿ ನಡೆದ ಘಟನೆ ಸಂಬಂಧ ವಿಡಿಯೋ ಹೇಳಿಕೆ ಬಿಡುಗಡೆ ಮಾಡಿರುವ ಕಂಗನಾ, ನನಗೆ ಮಾಧ್ಯಮಗಳು ಮತ್ತು ನನ್ನ ಹಿತೈಷಿಗಳಿಂದ ಸಾಕಷ್ಟು ಫೋನ್ ಕರೆಗಳು ಬರುತ್ತಿವೆ. ಮೊದಲನೆಯದಾಗಿ ನಾನು ಸುರಕ್ಷಿತವಾಗಿದ್ದೇನೆ, ಸಂಪೂರ್ಣವಾಗಿ ಚೆನ್ನಾಗಿದ್ದೇನೆ ಎಂದಿದ್ದಾರೆ. ಗುರುವಾರ ಚಂಡೀಗಢ ವಿಮಾನ ನಿಲ್ದಾಣದಲ್ಲಿ ಭದ್ರತಾ ಚೆಕ್ ಮುಗಿಸಿ ಹೊರ ಬಂದ ತಕ್ಷಣ ಎರಡನೇ ಕ್ಯಾಬಿನ್‌ನಲ್ಲಿದ್ದ ಸಿಐಎಸ್‌ಎಫ್ ಸಿಬ್ಬಂದಿ ನನ್ನ ಕೆನ್ನೆಗೆ ಹೊಡೆದರು. ಈ ವೇಳೆ ಯಾಕೆ ಹೀಗೆ ಮಾಡಿದೆ ಎಂದು ಆಕೆಯನ್ನು ಪ್ರಶ್ನಿಸಿದಾಗ, ರೈತರ ಪ್ರತಿಭಟನೆಗೆ ನನ್ನ ಬೆಂಬಲವಿದೆ ಎಂದು ಹೇಳಿದಳು. ಸದ್ಯ ನಾನು ಸುರಕ್ಷಿತವಾಗಿದ್ದೇನೆ ಆದರೆ ಪಂಜಾಬ್‌ನಲ್ಲಿ ಹೆಚ್ಚುತ್ತಿರುವ ಭಯೋತ್ಪಾದನೆ ಮತ್ತು ಉಗ್ರವಾದದ ಬಗ್ಗೆ ನನಗೆ ಕಾಳಜಿ ಇದೆ ಎಂದು ಕಂಗನಾ ತಿಳಿಸಿದ್ದಾರೆ.: [39, 1879, 326, 2211]
- column-divider-2: [342, 1544, 344, 2360]
- lead-col-3-text: ಮಾರುಕಟ್ಟೆಯ ಹಿಂದಿನ ದಾಖಲೆಗಳನ್ನು ಮುರಿಯಲಿದೆ ಎಂದಿದ್ದರು. ಬಿಜೆಪಿಗೆ ಬಹುಮತ ಬರುವುದಿಲ್ಲ ಎಂದು ಪಕ್ಷದ ಆಂತರಿಕ ಸರ್ವೇಯಿಂದ ಖಚಿತ ಮಾಹಿತಿ ಇದ್ದರೂ ಕೂಡ ಈ ರೀತಿಯ ಹೇಳಿಕೆಗಳನ್ನು ನೀಡಿ, ದೇಶದ ಜನರು ಷೇರು ಮಾರುಕಟ್ಟೆಯಲ್ಲಿ ಹಣ ಹೂಡಿಕೆ ಮಾಡುವಂತೆ ಮಾಡಿದ್ದಾರೆ. EXIT POLLನಿಂದ ಷೇರು ಮಾರುಕಟ್ಟೆಯಲ್ಲಿ 30 ಲಕ್ಷ ಕೋಟಿ ನಷ್ಟವಾಗಿದೆ. ಷೇರು ಮಾರುಕಟ್ಟೆಯ ಇತಿಹಾಸದಲ್ಲೇ ಇದು ದೇಶದ ಬೃಹತ್ ಹಗರಣ" ಎಂದು ಹೇಳಿದ್ದಾರೆ. "ಷೇರು ಮಾರುಕಟ್ಟೆಯಲ್ಲಿ ಹೂಡಿಕೆ ಮಾಡುವಂತೆ 5 ಕೋಟಿ ಕುಟುಂಬಗಳಿಗೆ ಪ್ರಧಾನಿ ಮತ್ತು ಗೃಹ ಸಚಿವ ಅಮಿತ್ ಶಾ: [629, 388, 910, 594]
- lead-col-1: [31, 367, 318, 724]
- section-divider-3: [0, 1541, 1514, 1544]
- column-divider: [722, 747, 726, 1541]
- photo-illustration: [980, 1134, 1221, 1289]
- photo-illustration: [1313, 2132, 1488, 2342]
- kharge-col-1: [738, 814, 1033, 1055]
- kangana-headline-1: ನೂತನ ಸಂಸದೆ: [96, 1594, 269, 1636]
- mysore-col-1-text: ಮೈಸೂರು: ದಕ್ಷಿಣ ಶಿಕ್ಷಕರ ಕ್ಷೇತ್ರದ ಚುನಾವಣೆಯಲ್ಲಿ BJP-JDS ಮೈತ್ರಿ ಅಭ್ಯರ್ಥಿ ಕೆ.ವಿವೇಕಾನಂದ ಅವರು 4,622 ಮತಗಳ ಅಂತರದಿಂದ ಗೆದ್ದಿದ್ದಾರೆ.: [1103, 1691, 1282, 1792]
- yogini-col-2: [980, 1296, 1221, 1536]
- section-divider-4: [1091, 2004, 1514, 2006]
- photo-illustration: [1286, 1674, 1395, 1798]
- valmiki-col-3b-text: ರಾಜ್ಯಾದ್ಯಂತ ಈ ಕುರಿತು ಪ್ರತಿಭಟನೆ ನಡೆಸಲಾಗುವುದು. ಬಿಜೆಪಿ ನಾಲ್ಕು ಹಂತಗಳಲ್ಲಿ ಹೋರಾಟ ರೂಪಿಸಲಿದೆ. ಮೊದಲ ಹಂತದಲ್ಲಿ ಜಿಲ್ಲಾ ಕೇಂದ್ರಗಳಲ್ಲಿ ಪ್ರತಿಭಟನೆ, ನಂತರ ತಾಲೂಕು ಕೇಂದ್ರಗಳಲ್ಲಿ ಹೋರಾಟ ನಡೆಸಲಿದ್ದೇವೆ. ರಾಜೀನಾಮೆ ನೀಡುವವರೆಗೂ ಹೋರಾಟ ಮುಂದುವರಿಯಲಿದೆ ಎಂದು ಹೇಳಿದರು.: [842, 2076, 1080, 2219]
- kushtagi-byline: ಬದಲಾವಣೆ ಸುದ್ದಿ: [1103, 2116, 1186, 2133]
- lead-col-2: [331, 565, 618, 725]
- kushtagi-headline-2: ರೈತ ಮಹಿಳೆ ಸಾವು: [1180, 2062, 1407, 2107]
- issue-date: ಜೂನ್ 07-06-2024: [117, 115, 363, 146]
- valmiki-subhead: ನಾಲ್ಕು ಹಂತದ ಹೋರಾಟ: [891, 2050, 1031, 2069]
- photo-illustration: [357, 1645, 1072, 1909]
- contact-block: [1066, 23, 1446, 144]
